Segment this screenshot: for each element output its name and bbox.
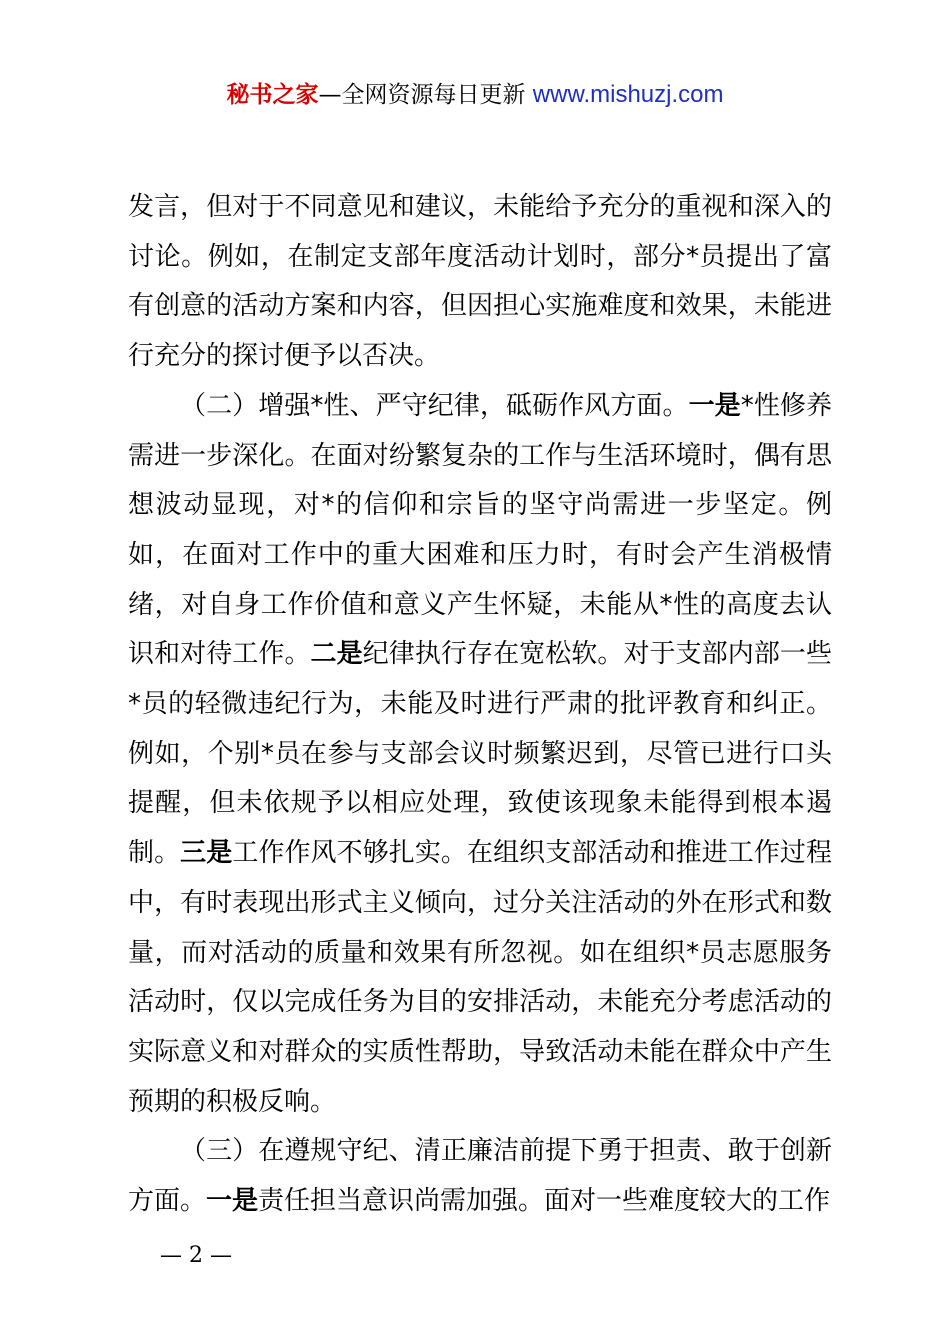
point-marker-3: 三是 — [180, 838, 233, 869]
point-text-2: 纪律执行存在宽松软。对于支部内部一些*员的轻微违纪行为，未能及时进行严肃的批评教育和纠正。例如，个别*员在参与支部会议时频繁迟到，尽管已进行口头提醒，但未依规予以相应处理，致使该现象未能得到根本遏制。 — [128, 639, 832, 869]
point-marker-1: 一是 — [688, 390, 741, 421]
site-url-link[interactable]: www.mishuzj.com — [532, 81, 724, 108]
brand-name: 秘书之家 — [226, 82, 319, 108]
page-number: — 2 — — [160, 1243, 232, 1268]
point-text-1: 责任担当意识尚需加强。面对一些难度较大的工作 — [258, 1186, 831, 1217]
document-body — [128, 183, 832, 1227]
paragraph-section-3 — [128, 1127, 832, 1226]
point-marker-2: 二是 — [310, 639, 363, 670]
point-marker-1: 一是 — [206, 1186, 259, 1217]
paragraph-continued: 发言，但对于不同意见和建议，未能给予充分的重视和深入的讨论。例如，在制定支部年度活动计划时，部分*员提出了富有创意的活动方案和内容，但因担心实施难度和效果，未能进行充分的探讨便予以否决。 — [128, 192, 832, 372]
site-header — [0, 78, 950, 112]
section-2-heading: （二）增强*性、严守纪律，砥砺作风方面。 — [180, 390, 689, 421]
section-3-heading: （三）在遵规守纪、清正廉洁前提下勇于担责、敢于创新方面。 — [128, 1136, 832, 1217]
header-slogan: —全网资源每日更新 — [318, 82, 526, 108]
point-text-1: *性修养需进一步深化。在面对纷繁复杂的工作与生活环境时，偶有思想波动显现，对*的信仰和宗旨的坚守尚需进一步坚定。例如，在面对工作中的重大困难和压力时，有时会产生消极情绪，对自身工作价值和意义产生怀疑，未能从*性的高度去认识和对待工作。 — [128, 390, 832, 670]
paragraph-section-2 — [128, 382, 832, 1128]
point-text-3: 工作作风不够扎实。在组织支部活动和推进工作过程中，有时表现出形式主义倾向，过分关注活动的外在形式和数量，而对活动的质量和效果有所忽视。如在组织*员志愿服务活动时，仅以完成任务为目的安排活动，未能充分考虑活动的实际意义和对群众的实质性帮助，导致活动未能在群众中产生预期的积极反响。 — [128, 838, 832, 1117]
